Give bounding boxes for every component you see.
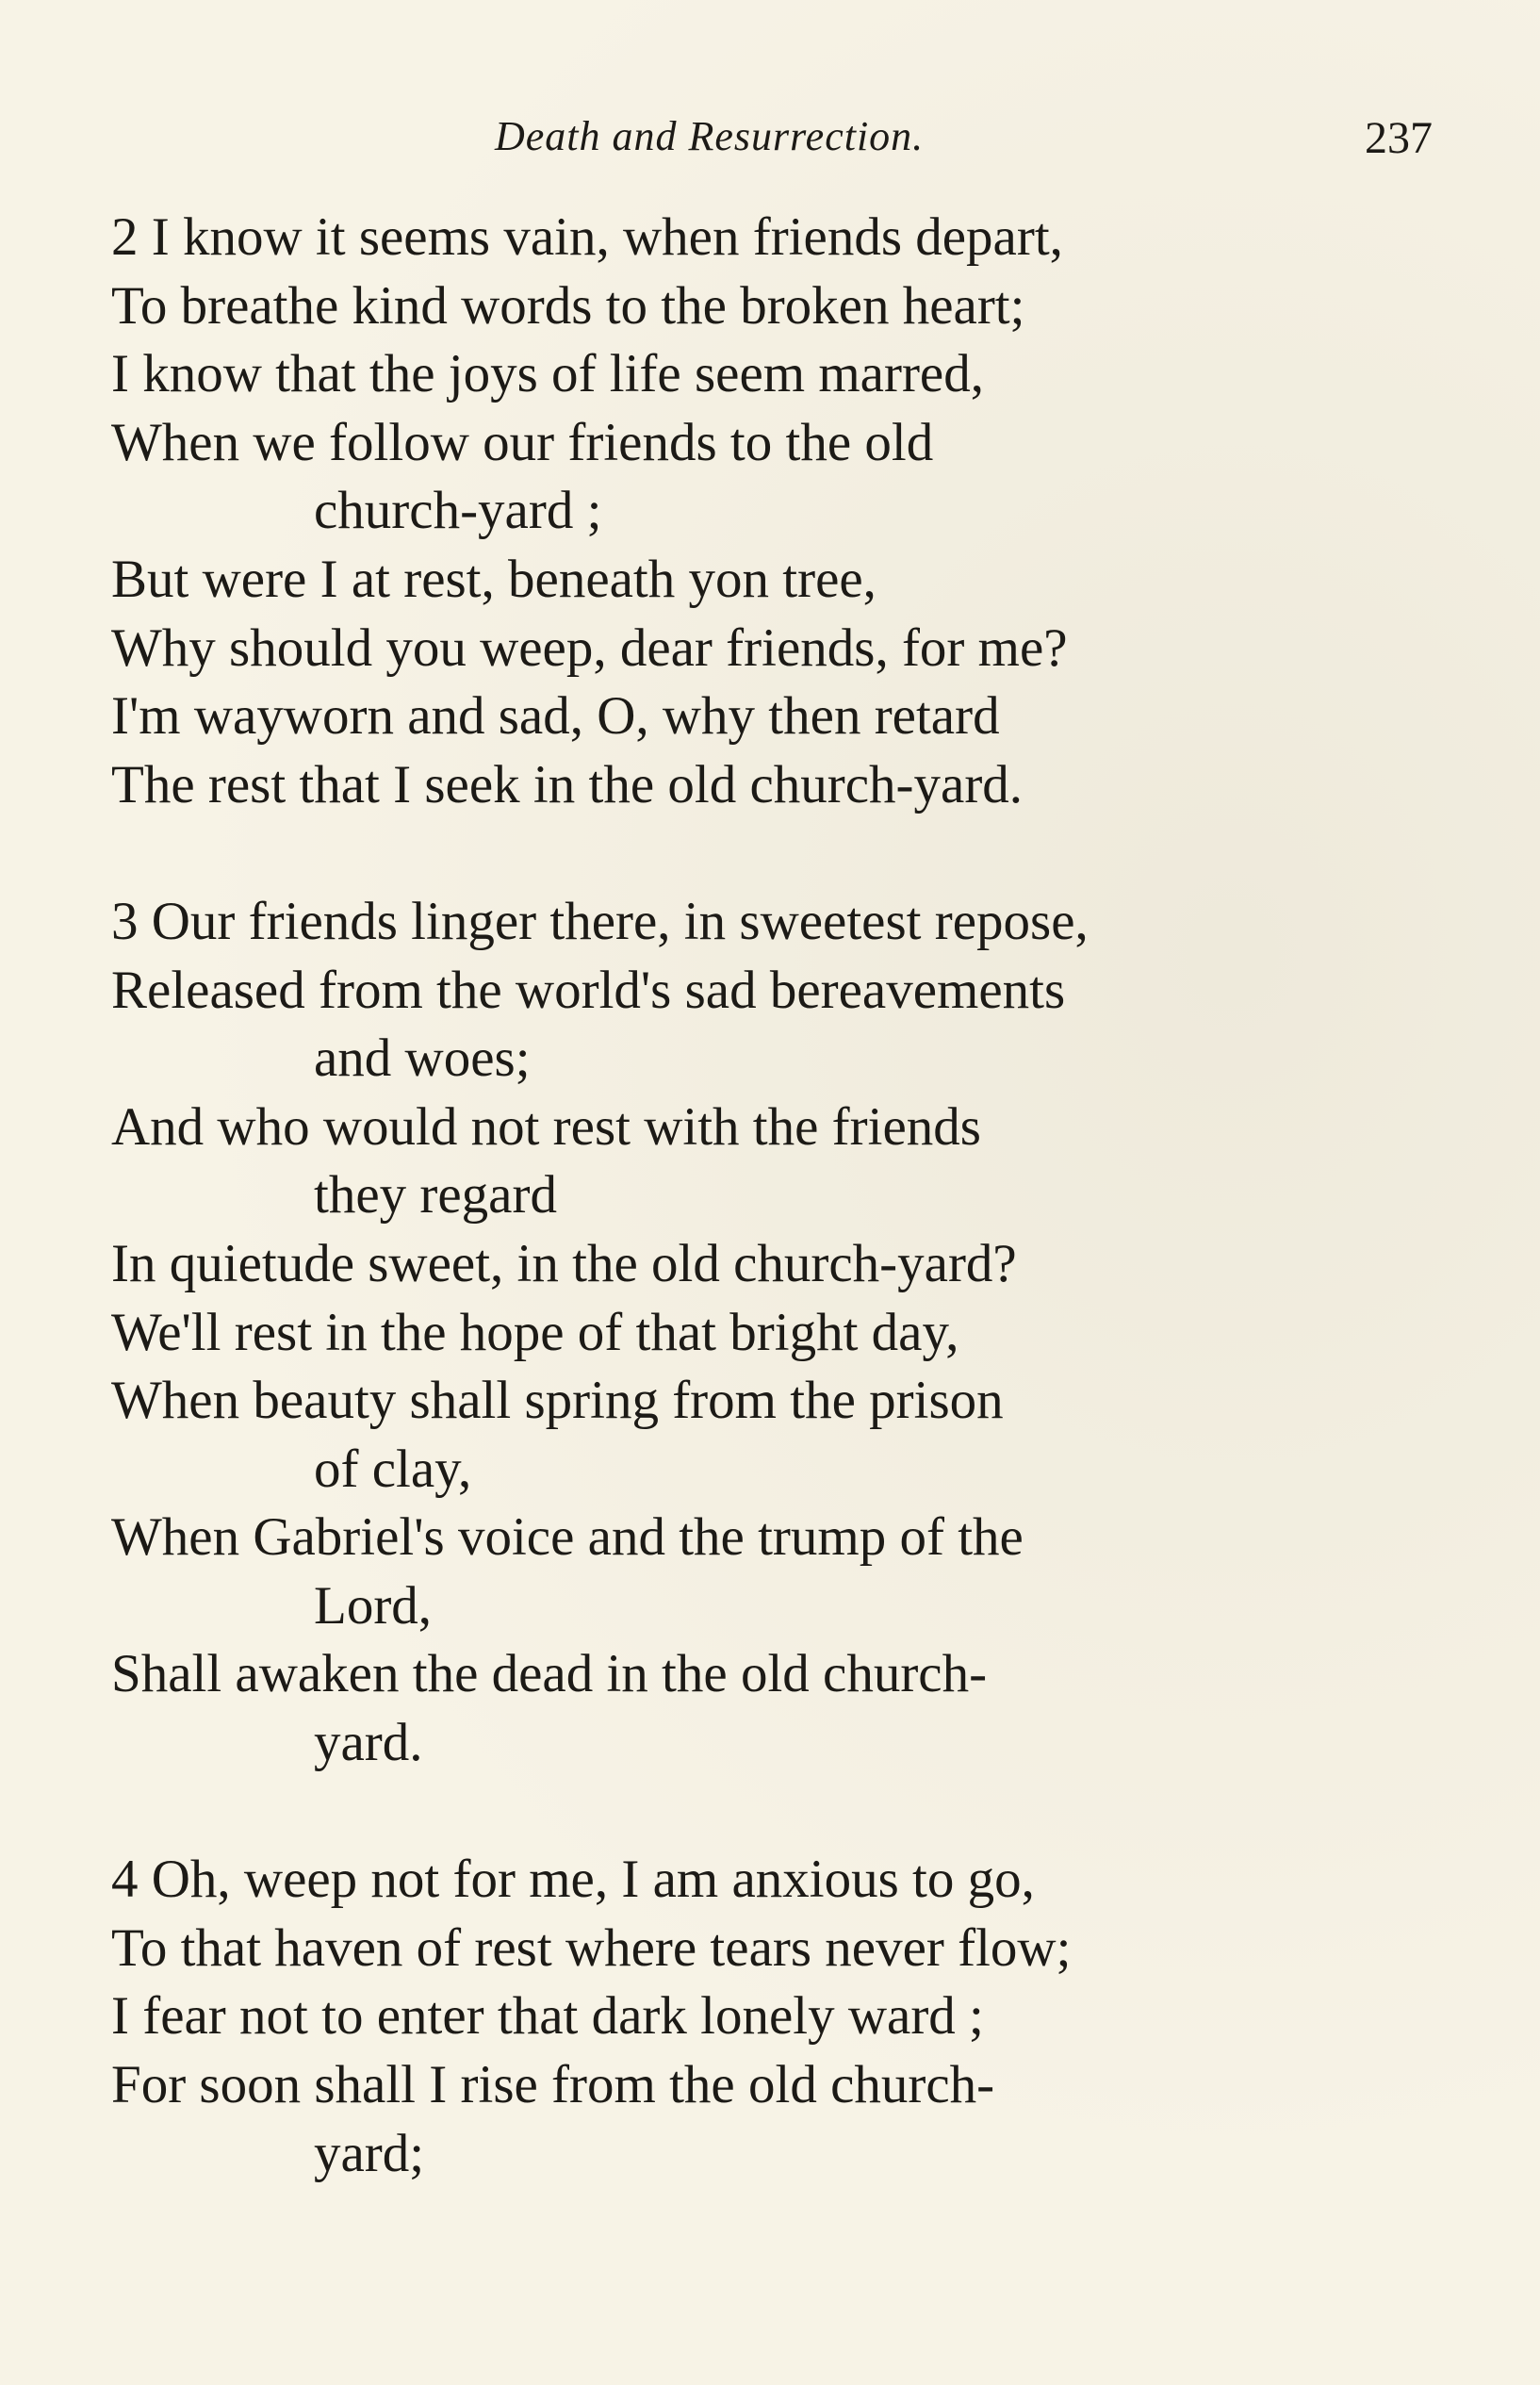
verse-line: But were I at rest, beneath yon tree,: [111, 549, 876, 609]
verse-line-continuation: Lord,: [314, 1575, 433, 1636]
verse-line: In quietude sweet, in the old church-yard?: [111, 1233, 1017, 1293]
page-header: [0, 104, 1540, 170]
verse-line: For soon shall I rise from the old church-: [111, 2055, 995, 2115]
stanza-gap: [111, 1778, 1450, 1847]
verse-line: Shall awaken the dead in the old church-: [111, 1644, 988, 1704]
verse-line: When we follow our friends to the old: [111, 412, 934, 472]
verse-line: I know that the joys of life seem marred,: [111, 344, 984, 404]
verse-line: To that haven of rest where tears never flow;: [111, 1917, 1072, 1978]
verse-line-continuation: yard;: [314, 2123, 425, 2183]
verse-line-continuation: and woes;: [314, 1028, 531, 1089]
verse-line: Why should you weep, dear friends, for me?: [111, 617, 1068, 678]
verse-line: When beauty shall spring from the prison: [111, 1371, 1004, 1431]
verse-line: We'll rest in the hope of that bright day,: [111, 1302, 959, 1362]
verse-line: I'm wayworn and sad, O, why then retard: [111, 686, 1000, 747]
hymn-text: [111, 204, 1450, 2188]
verse-line-continuation: they regard: [314, 1165, 557, 1225]
page-number: 237: [1365, 113, 1433, 163]
verse-line: And who would not rest with the friends: [111, 1096, 981, 1157]
verse-line-continuation: of clay,: [314, 1439, 472, 1499]
verse-line: 4 Oh, weep not for me, I am anxious to go,: [111, 1850, 1035, 1910]
stanza: [111, 1846, 1450, 2188]
verse-line-continuation: yard.: [314, 1713, 423, 1773]
verse-line: To breathe kind words to the broken heart;: [111, 275, 1025, 336]
stanza: [111, 204, 1450, 819]
verse-line: The rest that I seek in the old church-yard.: [111, 754, 1024, 814]
verse-line-continuation: church-yard ;: [314, 481, 602, 541]
verse-line: 3 Our friends linger there, in sweetest repose,: [111, 891, 1089, 951]
running-title: Death and Resurrection.: [495, 113, 925, 159]
verse-line: Released from the world's sad bereavements: [111, 960, 1066, 1020]
stanza: [111, 888, 1450, 1778]
verse-line: 2 I know it seems vain, when friends depart,: [111, 207, 1063, 267]
verse-line: When Gabriel's voice and the trump of the: [111, 1507, 1024, 1568]
verse-line: I fear not to enter that dark lonely ward ;: [111, 1986, 984, 2047]
stanza-gap: [111, 819, 1450, 888]
